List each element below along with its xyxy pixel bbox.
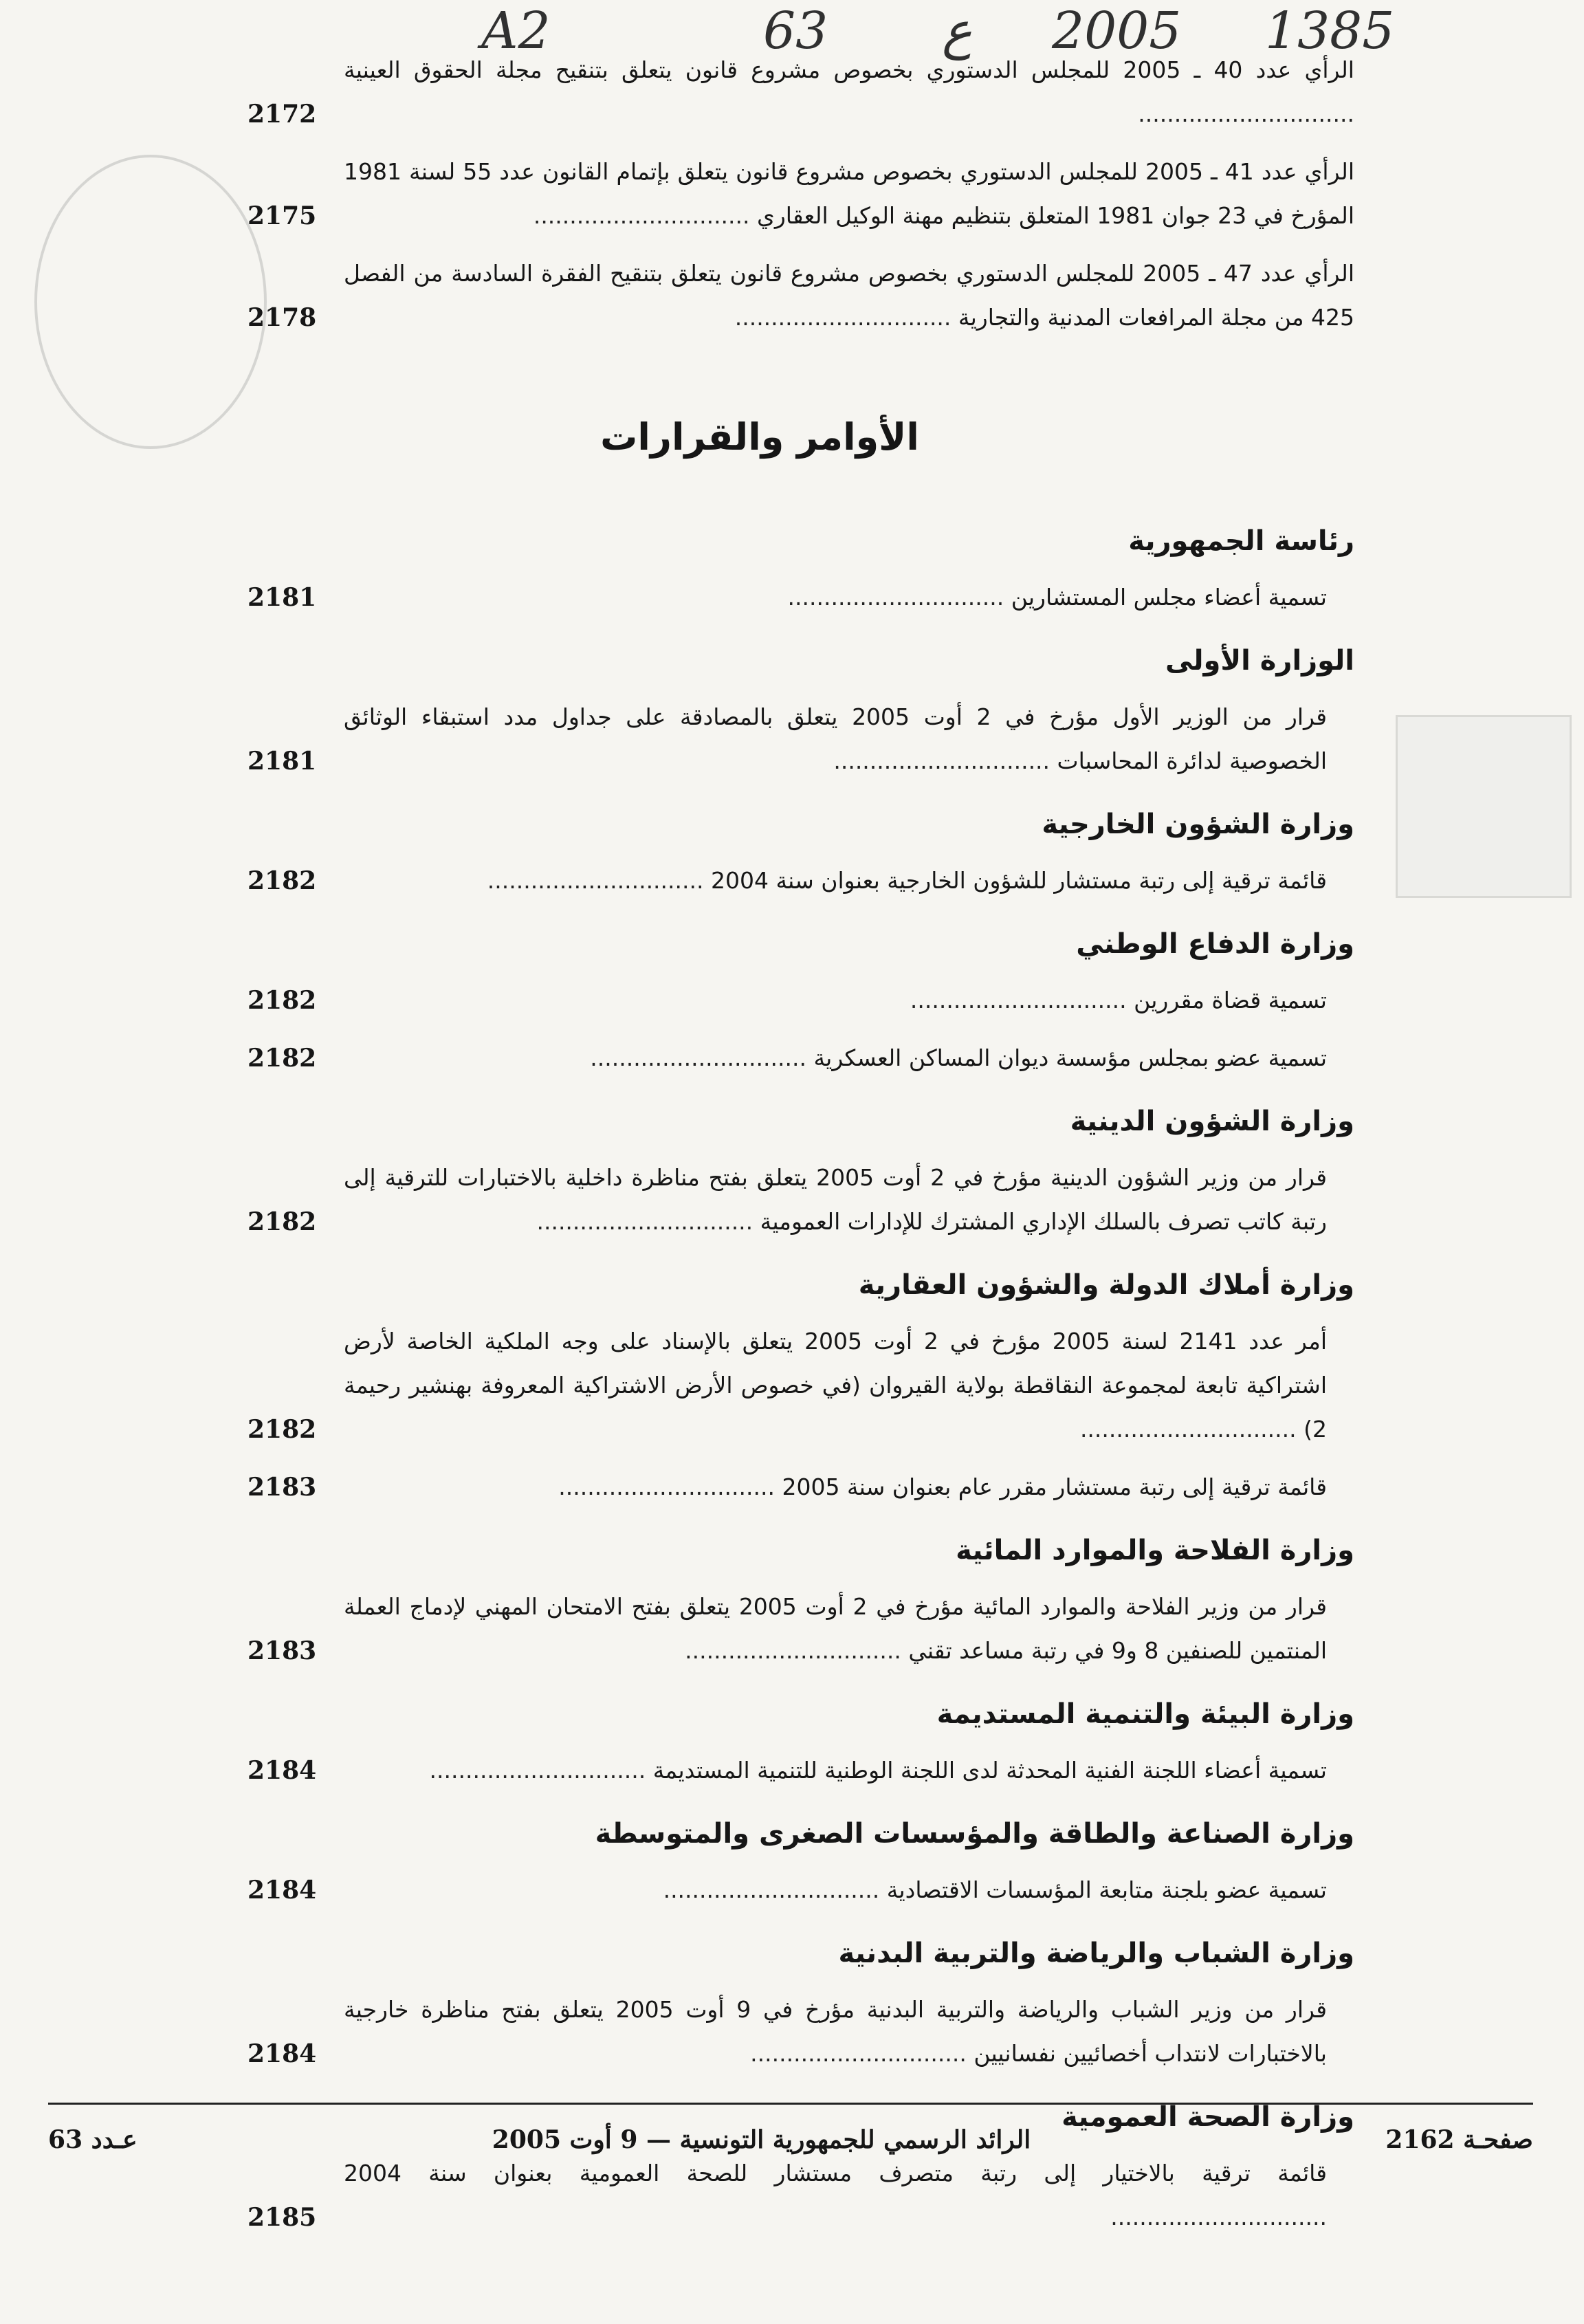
ministry-heading: وزارة الصناعة والطاقة والمؤسسات الصغرى والمتوسطة xyxy=(595,1818,1354,1850)
entry-page-number: 2178 xyxy=(248,303,317,332)
entry-text: تسمية عضو بمجلس مؤسسة ديوان المساكن العسكرية xyxy=(813,1044,1327,1071)
toc-entry xyxy=(248,1988,1327,2076)
ministry-heading: وزارة الشباب والرياضة والتربية البدنية xyxy=(838,1938,1354,1969)
entry-page-number: 2182 xyxy=(248,1044,317,1073)
leader-dots: .............................. xyxy=(833,747,1057,774)
toc-entry xyxy=(248,1868,1327,1912)
ministry-entries xyxy=(248,1868,1354,1912)
handnote-c: ع xyxy=(942,1,973,61)
entry-text: تسمية قضاة مقررين xyxy=(1134,987,1327,1013)
ministries-list xyxy=(248,520,1354,2239)
leader-dots: .............................. xyxy=(787,584,1011,611)
entry-text: تسمية أعضاء مجلس المستشارين xyxy=(1011,584,1327,611)
entry-page-number: 2184 xyxy=(248,2039,317,2068)
entry-text: تسمية أعضاء اللجنة الفنية المحدثة لدى اللجنة الوطنية للتنمية المستديمة xyxy=(652,1757,1327,1784)
entry-text: قائمة ترقية إلى رتبة مستشار مقرر عام بعنوان سنة 2005 xyxy=(782,1473,1327,1500)
entry-text: قرار من الوزير الأول مؤرخ في 2 أوت 2005 يتعلق بالمصادقة على جداول مدد استبقاء الوثائق الخصوصية لدائرة المحاسبات xyxy=(344,703,1328,774)
leader-dots: .............................. xyxy=(533,202,758,229)
ministry-entries xyxy=(248,1156,1354,1244)
ministry-heading: وزارة أملاك الدولة والشؤون العقارية xyxy=(858,1269,1354,1301)
entry-text: قرار من وزير الشباب والرياضة والتربية البدنية مؤرخ في 9 أوت 2005 يتعلق بفتح مناظرة خارجية بالاختبارات لانتداب أخصائيين نفسانيين xyxy=(344,1996,1328,2067)
ministry-entries xyxy=(248,1319,1354,1509)
entry-page-number: 2184 xyxy=(248,1876,317,1905)
entry-text: تسمية عضو بلجنة متابعة المؤسسات الاقتصادية xyxy=(886,1876,1327,1903)
entry-text: الرأي عدد 41 ـ 2005 للمجلس الدستوري بخصوص مشروع قانون يتعلق بإتمام القانون عدد 55 لسنة 1981 المؤرخ في 23 جوان 1981 المتعلق بتنظيم مهنة الوكيل العقاري xyxy=(344,158,1355,229)
leader-dots: .............................. xyxy=(1110,2204,1327,2230)
ministry-heading: وزارة الفلاحة والموارد المائية xyxy=(956,1535,1354,1566)
ministry-entries xyxy=(248,575,1354,620)
page-footer xyxy=(48,2103,1533,2154)
toc-entry xyxy=(248,1465,1327,1509)
entry-text: قائمة ترقية بالاختيار إلى رتبة متصرف مستشار للصحة العمومية بعنوان سنة 2004 xyxy=(344,2160,1327,2186)
ministry-heading: وزارة البيئة والتنمية المستديمة xyxy=(936,1698,1354,1730)
entry-page-number: 2182 xyxy=(248,866,317,895)
entry-text: قائمة ترقية إلى رتبة مستشار للشؤون الخارجية بعنوان سنة 2004 xyxy=(710,867,1327,894)
leader-dots: .............................. xyxy=(429,1757,653,1784)
leader-dots: .............................. xyxy=(590,1044,814,1071)
faded-seal-stamp xyxy=(34,155,267,449)
footer-center: الرائد الرسمي للجمهورية التونسية — 9 أوت 2005 xyxy=(492,2125,1031,2154)
leader-dots: .............................. xyxy=(487,867,711,894)
toc-entry xyxy=(248,1036,1327,1080)
ministry-entries xyxy=(248,1749,1354,1793)
leader-dots: .............................. xyxy=(1138,100,1354,127)
ministry-entries xyxy=(248,1585,1354,1673)
handnote-a: A2 xyxy=(481,1,551,61)
toc-entry xyxy=(248,1585,1327,1673)
toc-entry xyxy=(248,978,1327,1022)
ministry-heading: وزارة الدفاع الوطني xyxy=(1076,928,1354,960)
entry-page-number: 2185 xyxy=(248,2203,317,2232)
entry-text: قرار من وزير الشؤون الدينية مؤرخ في 2 أوت 2005 يتعلق بفتح مناظرة داخلية بالاختبارات للترقية إلى رتبة كاتب تصرف بالسلك الإداري المشترك للإدارات العمومية xyxy=(344,1164,1327,1235)
opinions-list xyxy=(248,48,1354,340)
entry-text: أمر عدد 2141 لسنة 2005 مؤرخ في 2 أوت 2005 يتعلق بالإسناد على وجه الملكية الخاصة لأرض اشتراكية تابعة لمجموعة النقاقطة بولاية القيروان (في خصوص الأرض الاشتراكية المعروفة بهنشير رحيمة 2) xyxy=(344,1328,1327,1443)
entry-text: قرار من وزير الفلاحة والموارد المائية مؤرخ في 2 أوت 2005 يتعلق بفتح الامتحان المهني لإدماج العملة المنتمين للصنفين 8 و9 في رتبة مساعد تقني xyxy=(344,1593,1327,1664)
table-of-contents xyxy=(248,48,1354,2253)
entry-page-number: 2181 xyxy=(248,747,317,776)
toc-entry xyxy=(248,695,1327,783)
leader-dots: .............................. xyxy=(685,1637,909,1664)
toc-entry xyxy=(248,1749,1327,1793)
entry-page-number: 2182 xyxy=(248,986,317,1015)
leader-dots: .............................. xyxy=(1079,1416,1304,1443)
footer-issue-label: عـدد 63 xyxy=(48,2125,138,2154)
ministry-heading: الوزارة الأولى xyxy=(1165,645,1354,677)
ministry-heading: رئاسة الجمهورية xyxy=(1128,525,1354,557)
ministry-entries xyxy=(248,859,1354,903)
leader-dots: .............................. xyxy=(910,987,1134,1013)
faded-stamp-box xyxy=(1396,715,1572,898)
entry-page-number: 2182 xyxy=(248,1207,317,1236)
toc-entry xyxy=(248,1156,1327,1244)
ministry-entries xyxy=(248,1988,1354,2076)
ministry-entries xyxy=(248,695,1354,783)
leader-dots: .............................. xyxy=(558,1473,782,1500)
toc-entry xyxy=(248,859,1327,903)
toc-entry xyxy=(248,252,1354,340)
entry-page-number: 2183 xyxy=(248,1473,317,1502)
ministry-heading: وزارة الصحة العمومية xyxy=(1062,2101,1354,2133)
toc-entry xyxy=(248,1319,1327,1451)
leader-dots: .............................. xyxy=(750,2040,974,2067)
leader-dots: .............................. xyxy=(734,304,958,331)
entry-text: الرأي عدد 47 ـ 2005 للمجلس الدستوري بخصوص مشروع قانون يتعلق بتنقيح الفقرة السادسة من الفصل 425 من مجلة المرافعات المدنية والتجارية xyxy=(344,260,1354,331)
entry-page-number: 2183 xyxy=(248,1636,317,1665)
leader-dots: .............................. xyxy=(536,1208,760,1235)
leader-dots: .............................. xyxy=(663,1876,887,1903)
footer-page-label: صفحـة 2162 xyxy=(1385,2125,1533,2154)
toc-entry xyxy=(248,575,1327,620)
handnote-b: 63 xyxy=(763,1,828,61)
entry-page-number: 2181 xyxy=(248,583,317,612)
entry-page-number: 2175 xyxy=(248,201,317,230)
handnote-d: 2005 xyxy=(1052,1,1182,61)
entry-page-number: 2182 xyxy=(248,1415,317,1444)
entry-page-number: 2184 xyxy=(248,1756,317,1785)
toc-entry xyxy=(248,2151,1327,2239)
entry-page-number: 2172 xyxy=(248,100,317,129)
ministry-entries xyxy=(248,978,1354,1080)
entry-text: الرأي عدد 40 ـ 2005 للمجلس الدستوري بخصوص مشروع قانون يتعلق بتنقيح مجلة الحقوق العينية xyxy=(344,56,1354,83)
handnote-e: 1385 xyxy=(1265,1,1395,61)
toc-entry xyxy=(248,48,1354,136)
ministry-heading: وزارة الشؤون الدينية xyxy=(1070,1106,1354,1137)
section-title: الأوامر والقرارات xyxy=(600,415,919,459)
toc-entry xyxy=(248,150,1354,238)
ministry-heading: وزارة الشؤون الخارجية xyxy=(1042,809,1354,840)
ministry-entries xyxy=(248,2151,1354,2239)
